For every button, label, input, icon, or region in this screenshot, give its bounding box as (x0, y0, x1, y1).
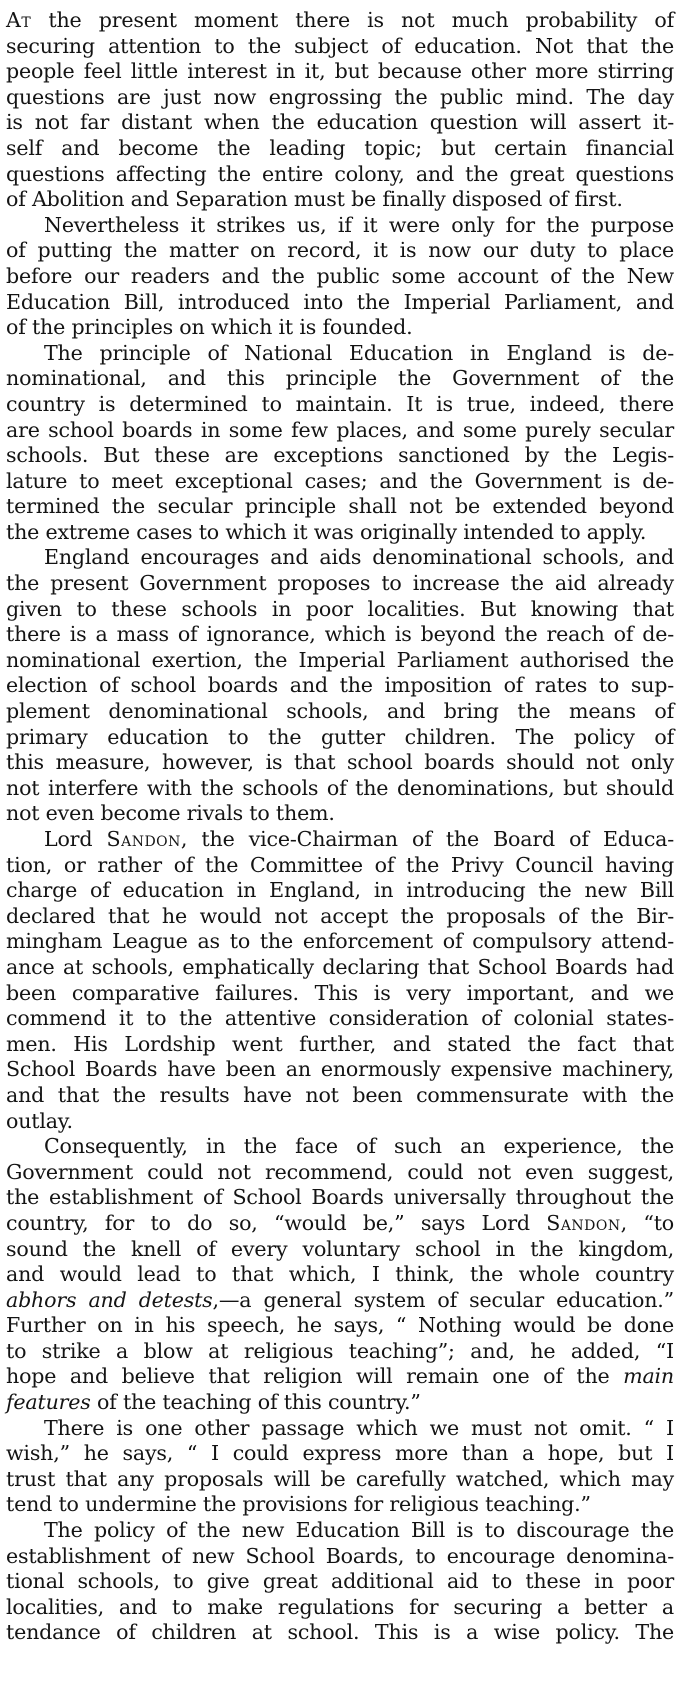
paragraph-1-line-3: people feel little interest in it, but because other more stirring (6, 59, 674, 84)
paragraph-5-line-2: tion, or rather of the Committee of the Privy Council having (6, 852, 674, 877)
paragraph-4-line-5: nominational exertion, the Imperial Parliament authorised the (6, 647, 674, 672)
paragraph-5-line-5: mingham League as to the enforcement of compulsory attend- (6, 929, 674, 954)
paragraph-4-line-11: not even become rivals to them. (6, 801, 335, 826)
paragraph-2-line-1: Nevertheless it strikes us, if it were only for the purpose (44, 212, 674, 237)
paragraph-6-line-1: Consequently, in the face of such an experience, the (44, 1134, 674, 1159)
paragraph-4-line-4: there is a mass of ignorance, which is beyond the reach of de- (6, 622, 674, 647)
paragraph-5-line-9: men. His Lordship went further, and stated the fact that (6, 1031, 674, 1056)
paragraph-2-line-2: of putting the matter on record, it is now our duty to place (6, 238, 674, 263)
paragraph-3-line-2: nominational, and this principle the Government of the (6, 366, 674, 391)
paragraph-8-line-2: establishment of new School Boards, to encourage denomina- (6, 1543, 674, 1568)
paragraph-6-line-7: abhors and detests,—a general system of secular education.” (6, 1287, 674, 1312)
paragraph-5-line-12: outlay. (6, 1108, 73, 1133)
paragraph-3-line-4: are school boards in some few places, and some purely secular (6, 417, 674, 442)
editorial-article (6, 8, 674, 1646)
paragraph-8-line-4: localities, and to make regulations for securing a better a (6, 1594, 674, 1619)
paragraph-6-line-5: sound the knell of every voluntary school in the kingdom, (6, 1236, 674, 1261)
paragraph-5-line-6: ance at schools, emphatically declaring that School Boards had (6, 954, 674, 979)
paragraph-6-line-8: Further on in his speech, he says, “ Nothing would be done (6, 1313, 674, 1338)
paragraph-6-line-6: and would lead to that which, I think, the whole country (6, 1262, 674, 1287)
paragraph-4-line-10: not interfere with the schools of the denominations, but should (6, 775, 674, 800)
paragraph-3-line-1: The principle of National Education in England is de- (44, 340, 674, 365)
paragraph-1-line-4: questions are just now engrossing the public mind. The day (6, 84, 674, 109)
paragraph-3-line-3: country is determined to maintain. It is true, indeed, there (6, 391, 674, 416)
paragraph-4-line-1: England encourages and aids denominational schools, and (44, 545, 674, 570)
paragraph-8-line-3: tional schools, to give great additional aid to these in poor (6, 1569, 674, 1594)
paragraph-5-line-8: commend it to the attentive consideration of colonial states- (6, 1006, 674, 1031)
paragraph-2 (6, 213, 674, 341)
paragraph-5-line-7: been comparative failures. This is very important, and we (6, 980, 674, 1005)
paragraph-8-line-1: The policy of the new Education Bill is to discourage the (44, 1518, 674, 1543)
paragraph-2-line-5: of the principles on which it is founded. (6, 315, 413, 340)
paragraph-1 (6, 8, 674, 213)
paragraph-5-line-11: and that the results have not been commensurate with the (6, 1082, 674, 1107)
paragraph-6-line-9: to strike a blow at religious teaching”; and, he added, “I (6, 1338, 674, 1363)
paragraph-5-line-3: charge of education in England, in introducing the new Bill (6, 878, 674, 903)
paragraph-6 (6, 1134, 674, 1416)
paragraph-2-line-3: before our readers and the public some account of the New (6, 263, 674, 288)
paragraph-6-line-10: hope and believe that religion will remain one of the main (6, 1364, 674, 1389)
paragraph-3-line-6: lature to meet exceptional cases; and the Government is de- (6, 468, 674, 493)
paragraph-3-line-8: the extreme cases to which it was originally intended to apply. (6, 519, 647, 544)
paragraph-7-line-3: trust that any proposals will be carefully watched, which may (6, 1466, 674, 1491)
paragraph-4-line-3: given to these schools in poor localities. But knowing that (6, 596, 674, 621)
paragraph-8-line-5: tendance of children at school. This is a wise policy. The (6, 1620, 674, 1645)
paragraph-3 (6, 341, 674, 546)
paragraph-1-line-5: is not far distant when the education question will assert it- (6, 110, 674, 135)
paragraph-1-line-2: securing attention to the subject of education. Not that the (6, 33, 674, 58)
paragraph-2-line-4: Education Bill, introduced into the Imperial Parliament, and (6, 289, 674, 314)
paragraph-4-line-6: election of school boards and the imposition of rates to sup- (6, 673, 674, 698)
paragraph-6-line-3: the establishment of School Boards universally throughout the (6, 1185, 674, 1210)
paragraph-4-line-2: the present Government proposes to increase the aid already (6, 571, 674, 596)
paragraph-6-line-4: country, for to do so, “would be,” says Lord Sandon, “to (6, 1210, 674, 1235)
paragraph-8 (6, 1518, 674, 1646)
paragraph-6-line-2: Government could not recommend, could not even suggest, (6, 1159, 674, 1184)
paragraph-4-line-8: primary education to the gutter children. The policy of (6, 724, 674, 749)
paragraph-5-line-1: Lord Sandon, the vice-Chairman of the Board of Educa- (44, 827, 674, 851)
paragraph-1-line-1: At the present moment there is not much probability of (6, 8, 674, 32)
paragraph-5-line-4: declared that he would not accept the proposals of the Bir- (6, 903, 674, 928)
paragraph-4 (6, 545, 674, 827)
paragraph-6-line-11: features of the teaching of this country.” (6, 1390, 421, 1415)
paragraph-3-line-7: termined the secular principle shall not be extended beyond (6, 494, 674, 519)
paragraph-7-line-1: There is one other passage which we must not omit. “ I (44, 1415, 674, 1440)
paragraph-5 (6, 827, 674, 1134)
paragraph-1-line-6: self and become the leading topic; but certain financial (6, 135, 674, 160)
paragraph-7-line-4: tend to undermine the provisions for religious teaching.” (6, 1492, 591, 1517)
paragraph-7 (6, 1416, 674, 1518)
paragraph-4-line-9: this measure, however, is that school boards should not only (6, 750, 674, 775)
paragraph-7-line-2: wish,” he says, “ I could express more than a hope, but I (6, 1441, 674, 1466)
paragraph-5-line-10: School Boards have been an enormously expensive machinery, (6, 1057, 674, 1082)
paragraph-1-line-8: of Abolition and Separation must be finally disposed of first. (6, 187, 623, 212)
paragraph-1-line-7: questions affecting the entire colony, and the great questions (6, 161, 674, 186)
paragraph-3-line-5: schools. But these are exceptions sanctioned by the Legis- (6, 443, 674, 468)
paragraph-4-line-7: plement denominational schools, and bring the means of (6, 699, 674, 724)
